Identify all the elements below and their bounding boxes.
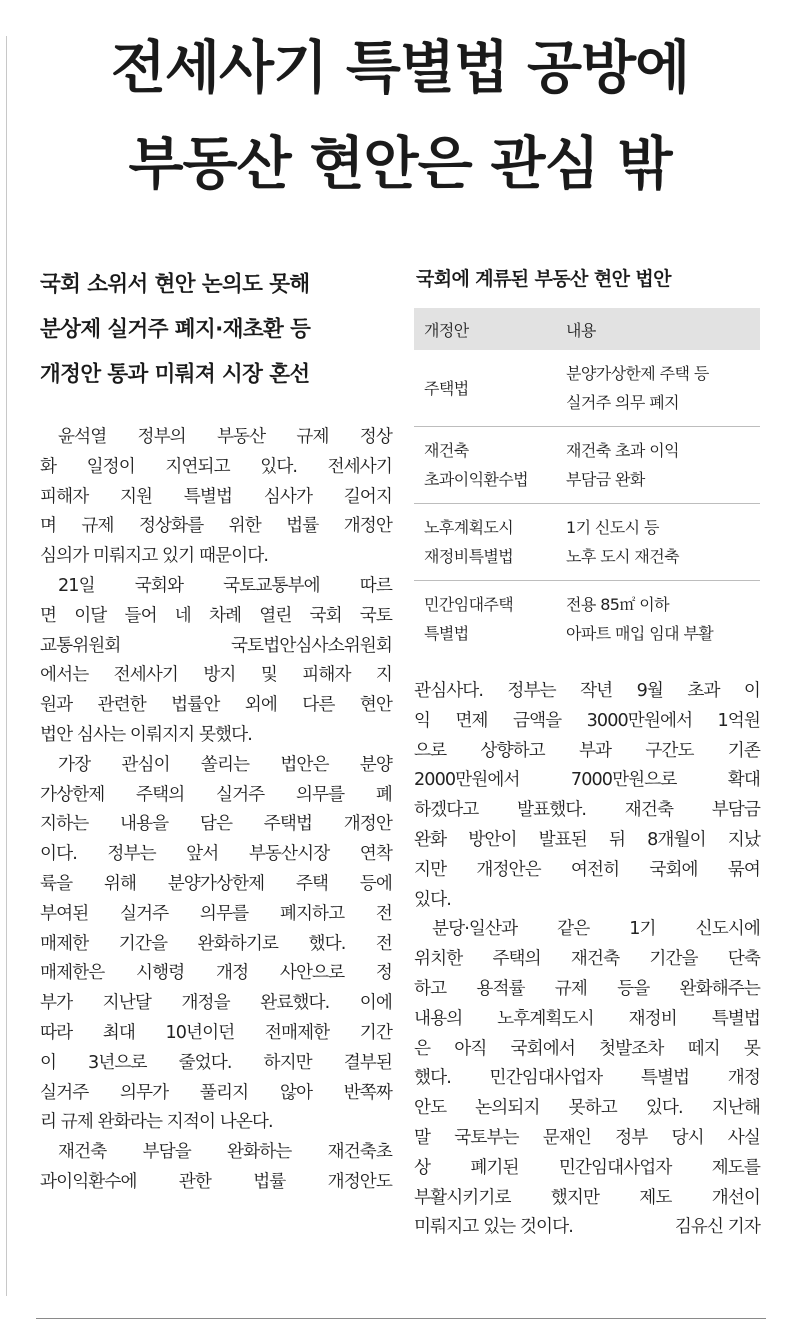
text-line: 했다. 민간임대사업자 특별법 개정 (414, 1068, 760, 1089)
text-line: 하겠다고 발표했다. 재건축 부담금 (414, 800, 760, 821)
bill-name-cell (414, 427, 556, 504)
cell-line: 아파트 매입 임대 부활 (566, 624, 714, 643)
text-line: 실거주 의무가 풀리지 않아 반쪽짜 (40, 1082, 392, 1103)
right-article-body (414, 677, 760, 1243)
text-line: 심의가 미뤄지고 있기 때문이다. (40, 546, 269, 567)
text-line: 화 일정이 지연되고 있다. 전세사기 (40, 456, 392, 477)
column-header: 내용 (556, 308, 760, 350)
cell-line: 재정비특별법 (424, 547, 514, 566)
text-line: 지하는 내용을 담은 주택법 개정안 (40, 814, 392, 835)
text-line: 교통위원회 국토법안심사소위원회 (40, 635, 392, 656)
paragraph (40, 1138, 392, 1198)
bill-name-cell (414, 504, 556, 581)
text-line: 으로 상향하고 부과 구간도 기존 (414, 740, 760, 761)
bottom-rule (36, 1318, 766, 1319)
cell-line: 민간임대주택 (424, 595, 514, 614)
headline (30, 20, 770, 212)
text-line: 며 규제 정상화를 위한 법률 개정안 (40, 516, 392, 537)
left-article-body (40, 423, 392, 1198)
table-header-row (414, 308, 760, 350)
cell-line: 재건축 초과 이익 (566, 441, 679, 460)
text-line: 완화 방안이 발표된 뒤 8개월이 지났 (414, 829, 760, 850)
text-line: 지만 개정안은 여전히 국회에 묶여 (414, 859, 760, 880)
box-title: 국회에 계류된 부동산 현안 법안 (416, 268, 671, 290)
cell-line: 전용 85㎡ 이하 (566, 595, 669, 614)
text-line: 부가 지난달 개정을 완료했다. 이에 (40, 993, 392, 1014)
text-line: 이다. 정부는 앞서 부동산시장 연착 (40, 844, 392, 865)
bill-table (414, 308, 760, 657)
text-line: 부여된 실거주 의무를 폐지하고 전 (40, 903, 392, 924)
column-header: 개정안 (414, 308, 556, 350)
paragraph (40, 423, 392, 572)
cell-line: 초과이익환수법 (424, 470, 528, 489)
text-line: 원과 관련한 법률안 외에 다른 현안 (40, 695, 392, 716)
cell-line: 부담금 완화 (566, 470, 645, 489)
text-line: 익 면제 금액을 3000만원에서 1억원 (414, 710, 760, 731)
cell-line: 1기 신도시 등 (566, 518, 659, 537)
text-line: 분당·일산과 같은 1기 신도시에 (432, 919, 760, 940)
text-line: 재건축 부담을 완화하는 재건축초 (58, 1142, 392, 1163)
bill-content-cell (556, 350, 760, 427)
cell-line: 특별법 (424, 624, 469, 643)
paragraph (40, 572, 392, 751)
paragraph (414, 915, 760, 1243)
table-row (414, 427, 760, 504)
text-line: 과이익환수에 관한 법률 개정안도 (40, 1171, 392, 1192)
text-line: 이 3년으로 줄었다. 하지만 결부된 (40, 1052, 392, 1073)
text-line: 부활시키기로 했지만 제도 개선이 (414, 1187, 760, 1208)
text-line: 관심사다. 정부는 작년 9월 초과 이 (414, 681, 760, 701)
text-line: 하고 용적률 규제 등을 완화해주는 (414, 978, 760, 999)
bill-content-cell (556, 504, 760, 581)
text-line: 리 규제 완화라는 지적이 나온다. (40, 1112, 273, 1133)
cell-line: 실거주 의무 폐지 (566, 393, 679, 412)
paragraph (414, 677, 760, 915)
subhead-line: 개정안 통과 미뤄져 시장 혼선 (40, 362, 310, 387)
subhead-line: 국회 소위서 현안 논의도 못해 (40, 272, 310, 297)
text-line: 21일 국회와 국토교통부에 따르 (58, 575, 392, 596)
text-line: 에서는 전세사기 방지 및 피해자 지 (40, 665, 392, 686)
text-line: 은 아직 국회에서 첫발조차 떼지 못 (414, 1038, 760, 1059)
column-rule (6, 36, 7, 1296)
closing-text: 미뤄지고 있는 것이다. (414, 1217, 573, 1238)
text-line: 말 국토부는 문재인 정부 당시 사실 (414, 1127, 760, 1148)
text-line: 내용의 노후계획도시 재정비 특별법 (414, 1008, 760, 1029)
bill-content-cell (556, 427, 760, 504)
subheadline (40, 262, 392, 397)
headline-line-1: 전세사기 특별법 공방에 (110, 35, 690, 101)
cell-line: 노후 도시 재건축 (566, 547, 679, 566)
text-line: 법안 심사는 이뤄지지 못했다. (40, 724, 252, 745)
cell-line: 노후계획도시 (424, 518, 514, 537)
text-line: 윤석열 정부의 부동산 규제 정상 (58, 427, 392, 447)
cell-line: 재건축 (424, 441, 469, 460)
text-line: 가장 관심이 쏠리는 법안은 분양 (58, 754, 392, 775)
text-line: 위치한 주택의 재건축 기간을 단축 (414, 949, 760, 970)
paragraph (40, 751, 392, 1138)
bill-table-box (414, 264, 760, 657)
bill-name-cell (414, 350, 556, 427)
table-row (414, 581, 760, 658)
headline-line-2: 부동산 현안은 관심 밖 (128, 131, 672, 197)
text-line: 안도 논의되지 못하고 있다. 지난해 (414, 1098, 760, 1119)
cell-line: 주택법 (424, 378, 469, 398)
bill-name-cell (414, 581, 556, 658)
left-column (40, 262, 392, 1198)
closing-line (414, 1213, 760, 1243)
text-line: 가상한제 주택의 실거주 의무를 폐 (40, 784, 392, 805)
text-line: 피해자 지원 특별법 심사가 길어지 (40, 486, 392, 507)
right-column (414, 262, 760, 1243)
text-line: 있다. (414, 889, 451, 910)
text-line: 매제한 기간을 완화하기로 했다. 전 (40, 933, 392, 954)
bill-content-cell (556, 581, 760, 658)
text-line: 따라 최대 10년이던 전매제한 기간 (40, 1022, 392, 1043)
text-line: 면 이달 들어 네 차례 열린 국회 국토 (40, 605, 392, 626)
text-line: 매제한은 시행령 개정 사안으로 정 (40, 963, 392, 984)
text-line: 상 폐기된 민간임대사업자 제도를 (414, 1157, 760, 1178)
byline: 김유신 기자 (674, 1217, 760, 1238)
table-row (414, 504, 760, 581)
text-line: 륙을 위해 분양가상한제 주택 등에 (40, 873, 392, 894)
table-row (414, 350, 760, 427)
subhead-line: 분상제 실거주 폐지·재초환 등 (40, 317, 311, 342)
cell-line: 분양가상한제 주택 등 (566, 364, 709, 383)
text-line: 2000만원에서 7000만원으로 확대 (414, 770, 760, 791)
